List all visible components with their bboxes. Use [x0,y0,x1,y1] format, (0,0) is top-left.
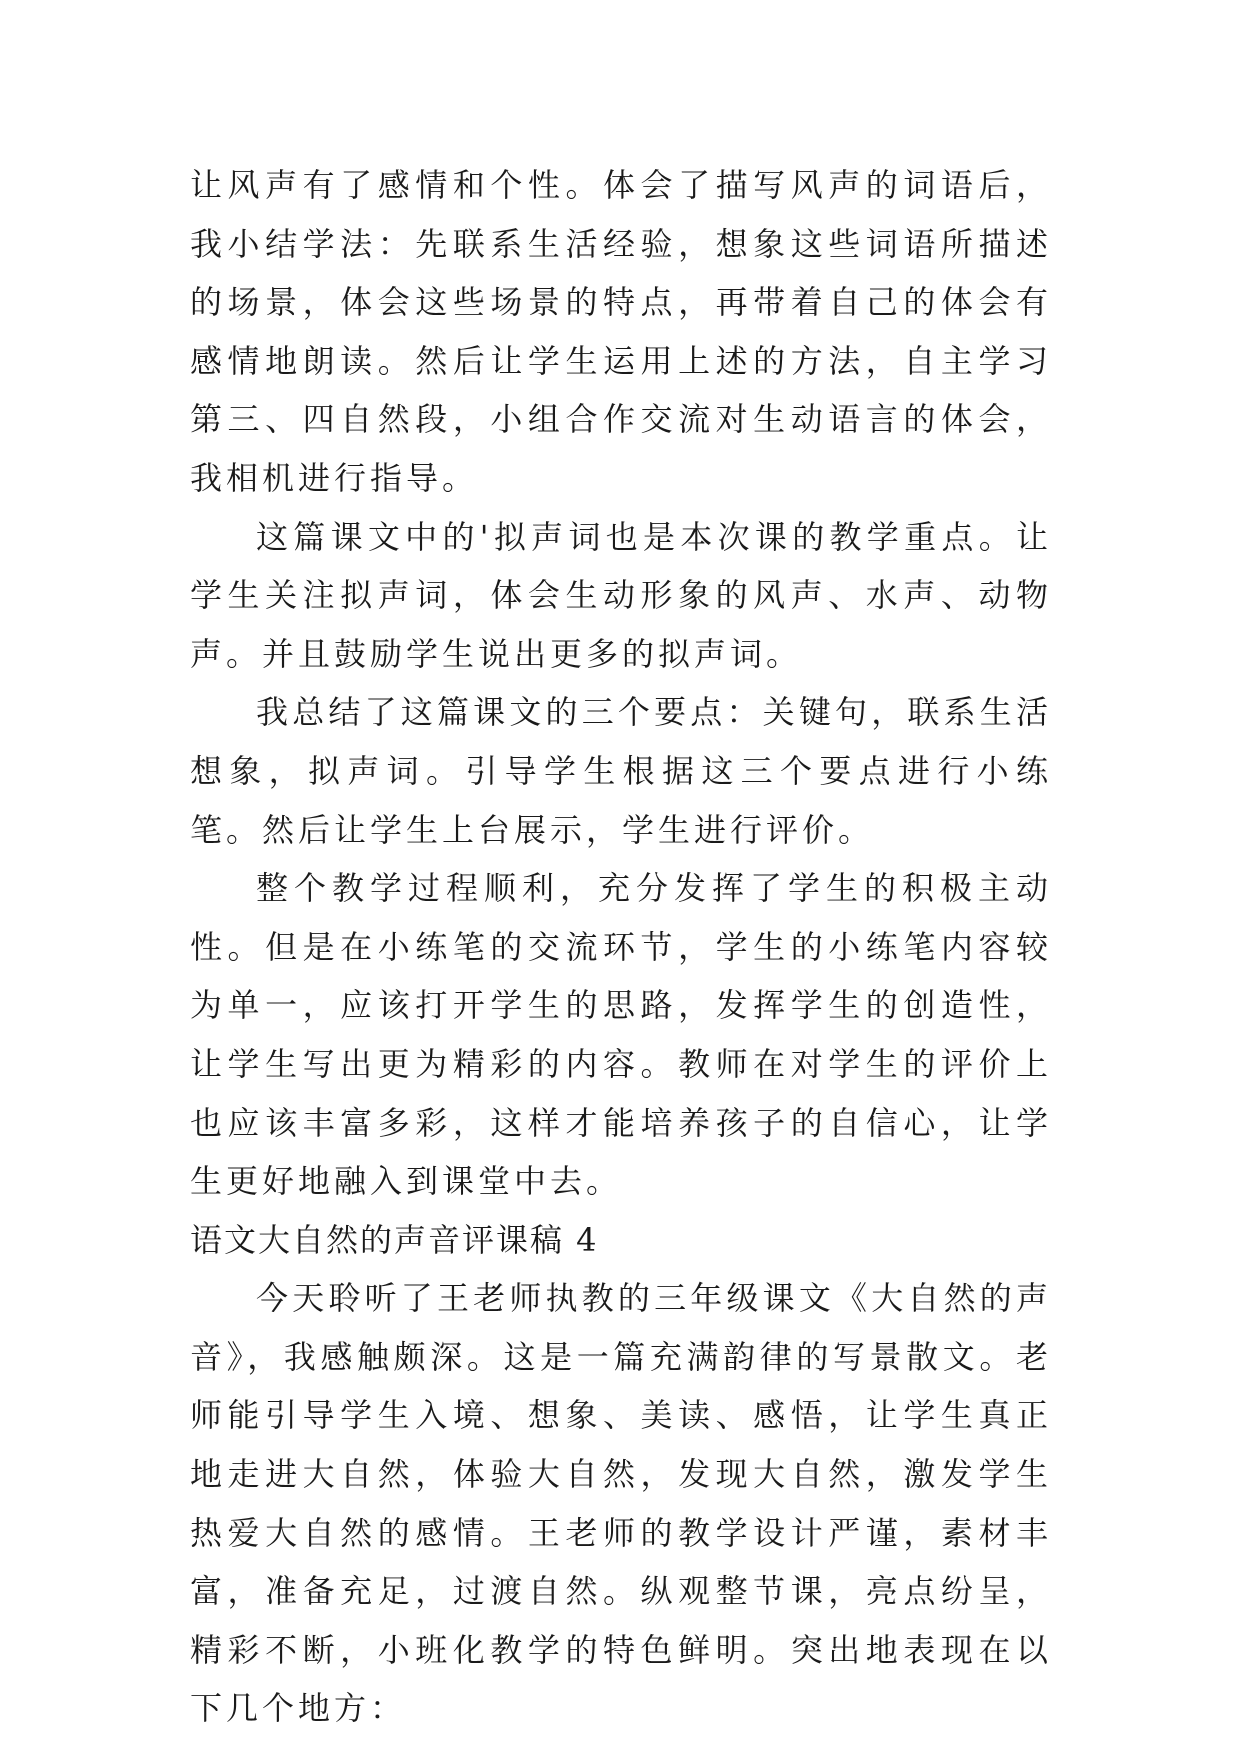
paragraph-onomatopoeia: 这篇课文中的'拟声词也是本次课的教学重点。让学生关注拟声词，体会生动形象的风声、水声、动物声。并且鼓励学生说出更多的拟声词。 [190,517,1052,673]
paragraph-key-points: 我总结了这篇课文的三个要点：关键句，联系生活想象，拟声词。引导学生根据这三个要点进行小练笔。然后让学生上台展示，学生进行评价。 [190,693,1052,849]
section-heading: 语文大自然的声音评课稿 4 [190,1220,599,1259]
document-body [190,156,1052,1738]
paragraph-review-intro: 今天聆听了王老师执教的三年级课文《大自然的声音》，我感触颇深。这是一篇充满韵律的写景散文。老师能引导学生入境、想象、美读、感悟，让学生真正地走进大自然，体验大自然，发现大自然，激发学生热爱大自然的感情。王老师的教学设计严谨，素材丰富，准备充足，过渡自然。纵观整节课，亮点纷呈，精彩不断，小班化教学的特色鲜明。突出地表现在以下几个地方： [190,1279,1052,1728]
paragraph-continued: 让风声有了感情和个性。体会了描写风声的词语后，我小结学法：先联系生活经验，想象这些词语所描述的场景，体会这些场景的特点，再带着自己的体会有感情地朗读。然后让学生运用上述的方法，自主学习第三、四自然段，小组合作交流对生动语言的体会，我相机进行指导。 [190,166,1052,497]
paragraph-reflection: 整个教学过程顺利，充分发挥了学生的积极主动性。但是在小练笔的交流环节，学生的小练笔内容较为单一，应该打开学生的思路，发挥学生的创造性，让学生写出更为精彩的内容。教师在对学生的评价上也应该丰富多彩，这样才能培养孩子的自信心，让学生更好地融入到课堂中去。 [190,869,1052,1201]
